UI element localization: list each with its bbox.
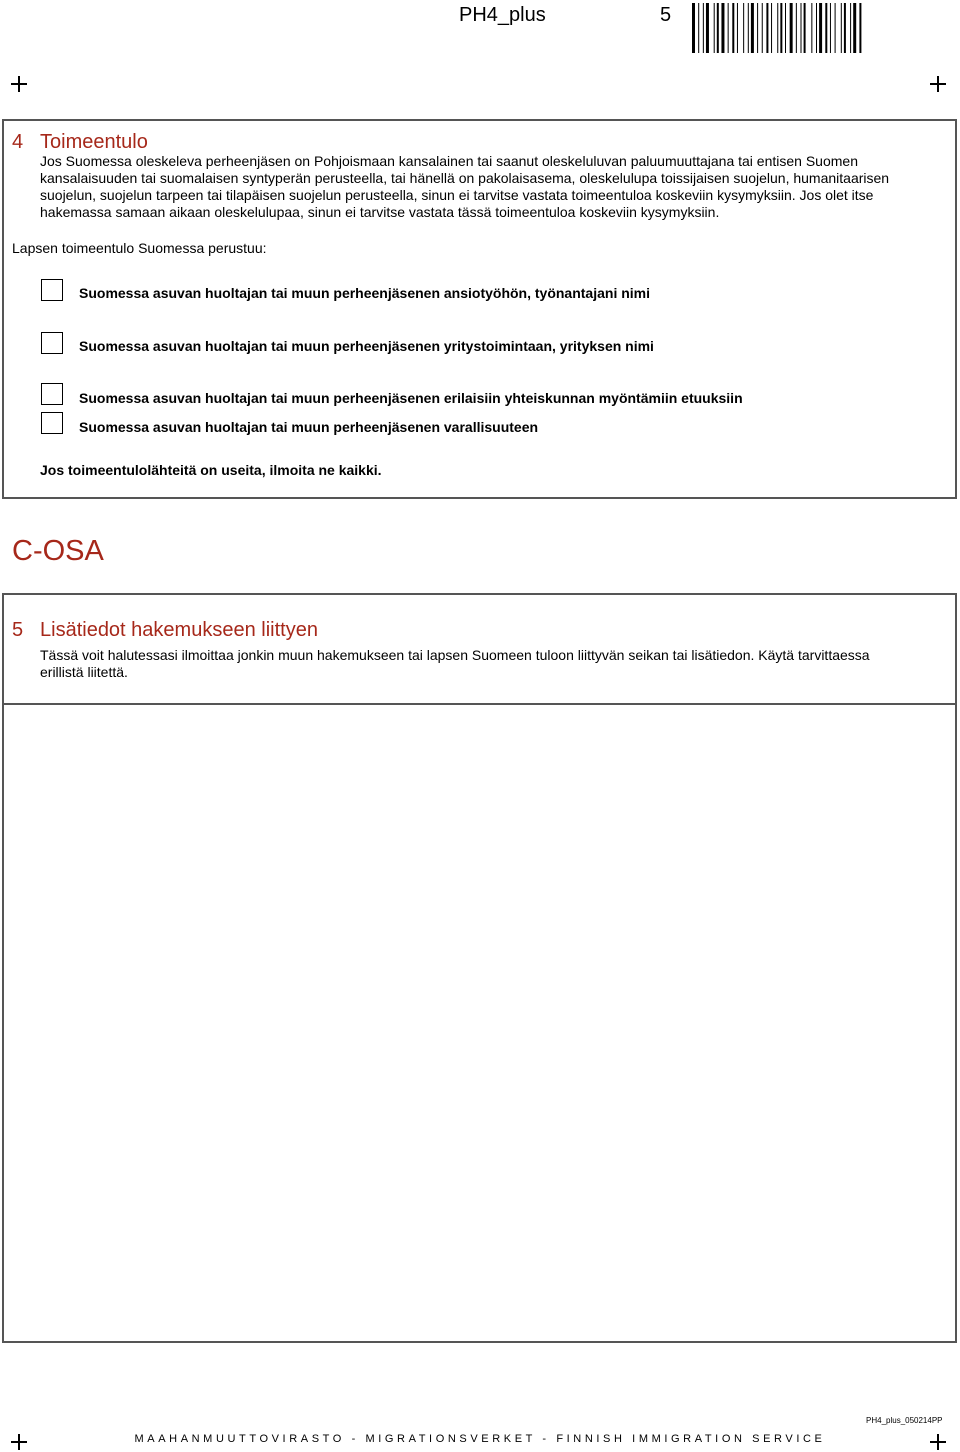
barcode [692, 3, 920, 53]
footer-form-code: PH4_plus_050214PP [866, 1416, 943, 1425]
section-4-intro-line: kansalaisuuden tai suomalaisen syntyperän perusteella, tai hänellä on pakolaisasema, oleskelulupa toissijaisen suojelun, humanitaarisen [40, 170, 890, 186]
option-employment-checkbox[interactable] [41, 279, 63, 301]
option-business-label: Suomessa asuvan huoltajan tai muun perheenjäsenen yritystoimintaan, yrityksen nimi [79, 338, 654, 354]
option-benefits-label: Suomessa asuvan huoltajan tai muun perheenjäsenen erilaisiin yhteiskunnan myöntämiin etuuksiin [79, 390, 743, 406]
option-assets-checkbox[interactable] [41, 412, 63, 434]
registration-mark-top-right [930, 76, 946, 92]
form-id: PH4_plus [459, 4, 546, 26]
section-4-intro-line: suojelun, suojelun tarpeen tai tilapäisen suojelun perusteella, sinun ei tarvitse vastata toimeentuloa koskeviin kysymyksiin. Jos olet itse [40, 187, 874, 203]
section-4-number: 4 [12, 131, 24, 153]
registration-mark-top-left [11, 76, 27, 92]
section-5-intro-line: erillistä liitettä. [40, 664, 128, 680]
option-employment-label: Suomessa asuvan huoltajan tai muun perheenjäsenen ansiotyöhön, työnantajani nimi [79, 285, 651, 301]
page-number: 5 [660, 4, 672, 26]
section-5-number: 5 [12, 619, 24, 641]
additional-info-field[interactable] [2, 703, 957, 1343]
multiple-sources-note: Jos toimeentulolähteitä on useita, ilmoita ne kaikki. [40, 462, 382, 478]
section-4-intro-line: Jos Suomessa oleskeleva perheenjäsen on Pohjoismaan kansalainen tai saanut oleskeluluvan paluumuuttajana tai entisen Suomen [40, 153, 858, 169]
section-5-title: Lisätiedot hakemukseen liittyen [40, 619, 318, 641]
section-4-title: Toimeentulo [40, 131, 148, 153]
income-question-label: Lapsen toimeentulo Suomessa perustuu: [12, 240, 267, 256]
footer-agency-line: MAAHANMUUTTOVIRASTO - MIGRATIONSVERKET - FINNISH IMMIGRATION SERVICE [134, 1433, 826, 1445]
section-5-intro-line: Tässä voit halutessasi ilmoittaa jonkin muun hakemukseen tai lapsen Suomeen tuloon liittyvän seikan tai lisätiedon. Käytä tarvittaessa [40, 647, 870, 663]
part-heading: C-OSA [12, 535, 104, 567]
option-business-checkbox[interactable] [41, 332, 63, 354]
section-4-intro-line: hakemassa samaan aikaan oleskelulupaa, sinun ei tarvitse vastata tässä toimeentuloa koskeviin kysymyksiin. [40, 204, 720, 220]
option-assets-label: Suomessa asuvan huoltajan tai muun perheenjäsenen varallisuuteen [79, 419, 539, 435]
option-benefits-checkbox[interactable] [41, 383, 63, 405]
